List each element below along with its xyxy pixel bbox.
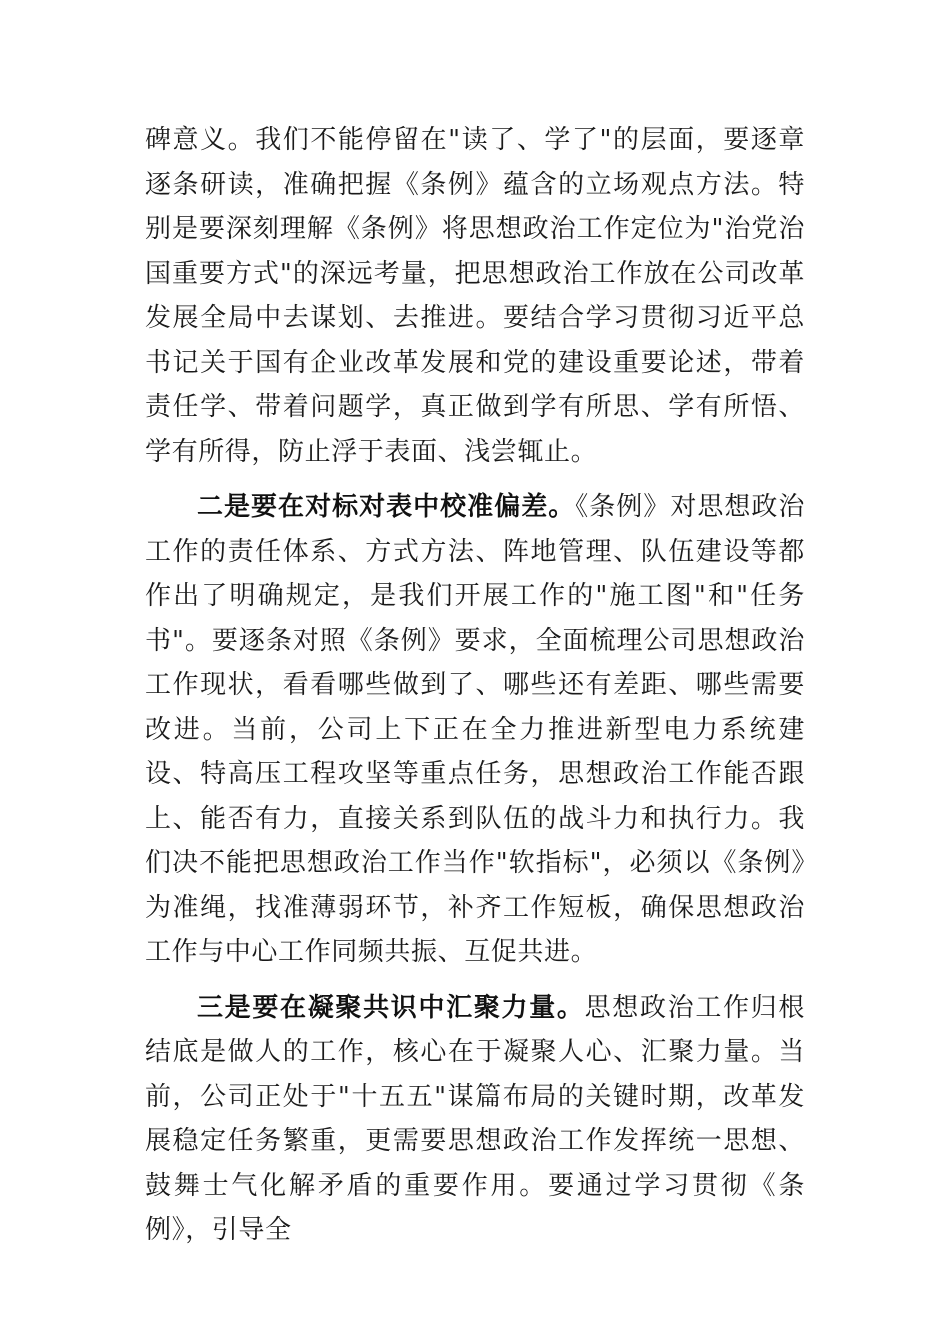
paragraph-2-heading: 二是要在对标对表中校准偏差。	[197, 492, 576, 522]
paragraph-3-heading: 三是要在凝聚共识中汇聚力量。	[197, 992, 585, 1023]
paragraph-spacer	[145, 975, 805, 986]
paragraph-spacer	[145, 474, 805, 485]
paragraph-3-text: 思想政治工作归根结底是做人的工作，核心在于凝聚人心、汇聚力量。当前，公司正处于"十五五"谋篇布局的关键时期，改革发展稳定任务繁重，更需要思想政治工作发挥统一思想、鼓舞士气化解矛盾的重要作用。要通过学习贯彻《条例》，引导全	[145, 992, 805, 1245]
paragraph-2-text: 《条例》对思想政治工作的责任体系、方式方法、阵地管理、队伍建设等都作出了明确规定，是我们开展工作的"施工图"和"任务书"。要逐条对照《条例》要求，全面梳理公司思想政治工作现状，看看哪些做到了、哪些还有差距、哪些需要改进。当前，公司上下正在全力推进新型电力系统建设、特高压工程攻坚等重点任务，思想政治工作能否跟上、能否有力，直接关系到队伍的战斗力和执行力。我们决不能把思想政治工作当作"软指标"，必须以《条例》为准绳，找准薄弱环节，补齐工作短板，确保思想政治工作与中心工作同频共振、互促共进。	[145, 492, 805, 967]
paragraph-3	[145, 986, 805, 1253]
paragraph-1-text: 碑意义。我们不能停留在"读了、学了"的层面，要逐章逐条研读，准确把握《条例》蕴含的立场观点方法。特别是要深刻理解《条例》将思想政治工作定位为"治党治国重要方式"的深远考量，把思想政治工作放在公司改革发展全局中去谋划、去推进。要结合学习贯彻习近平总书记关于国有企业改革发展和党的建设重要论述，带着责任学、带着问题学，真正做到学有所思、学有所悟、学有所得，防止浮于表面、浅尝辄止。	[145, 125, 805, 467]
document-body	[145, 118, 805, 1253]
paragraph-1	[145, 118, 805, 474]
paragraph-2	[145, 485, 805, 975]
